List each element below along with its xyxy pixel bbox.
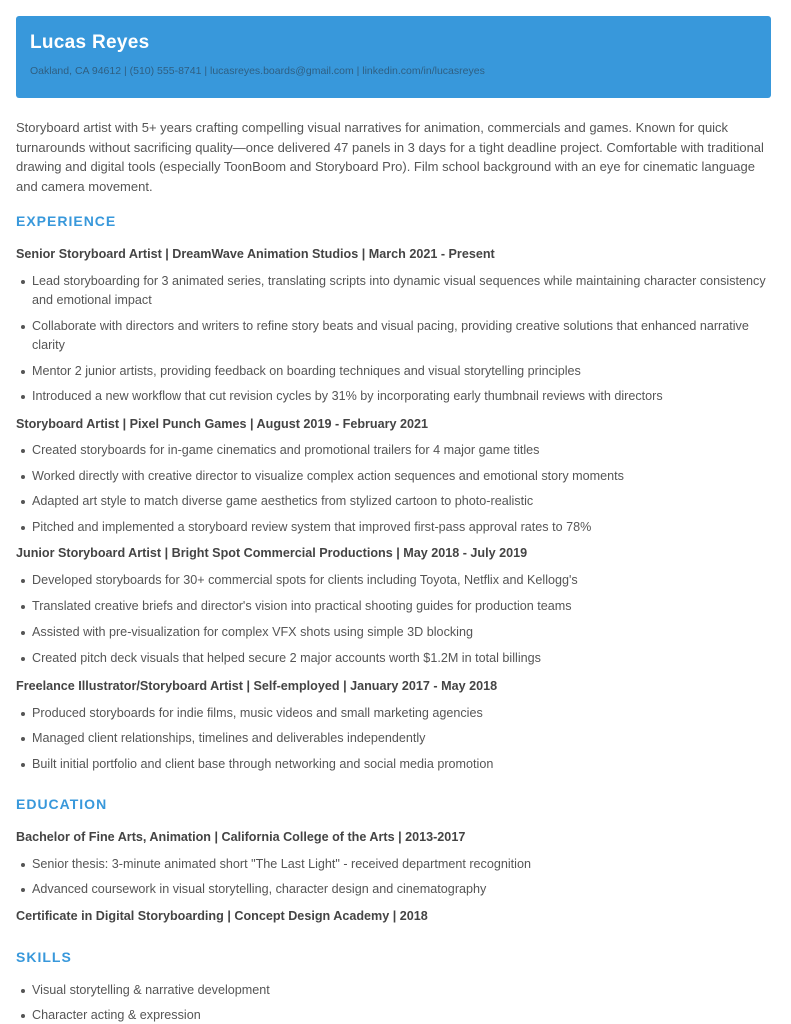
- job-entry: [16, 415, 771, 433]
- section-title-education: EDUCATION: [16, 796, 108, 812]
- job-bullets: [16, 729, 771, 748]
- job-bullets: [16, 362, 771, 381]
- list-item: Introduced a new workflow that cut revision cycles by 31% by incorporating early thumbnail reviews with directors: [16, 387, 771, 406]
- job-bullets: [16, 704, 771, 723]
- certificate-entry: [16, 907, 771, 925]
- job-bullets: [16, 649, 771, 668]
- job-bullets: [16, 441, 771, 460]
- list-item: Senior thesis: 3-minute animated short "The Last Light" - received department recognition: [16, 855, 771, 874]
- job-entry: [16, 245, 771, 263]
- list-item: Built initial portfolio and client base through networking and social media promotion: [16, 755, 771, 774]
- skills-list: [16, 1006, 771, 1024]
- list-item: Produced storyboards for indie films, music videos and small marketing agencies: [16, 704, 771, 723]
- job-bullets: [16, 492, 771, 511]
- list-item: Character acting & expression: [16, 1006, 771, 1024]
- job-heading: Freelance Illustrator/Storyboard Artist | Self-employed | January 2017 - May 2018: [16, 679, 498, 693]
- list-item: Visual storytelling & narrative development: [16, 981, 771, 1000]
- list-item: Mentor 2 junior artists, providing feedback on boarding techniques and visual storytelling principles: [16, 362, 771, 381]
- list-item: Created storyboards for in-game cinematics and promotional trailers for 4 major game titles: [16, 441, 771, 460]
- list-item: Lead storyboarding for 3 animated series, translating scripts into dynamic visual sequences while maintaining character consistency and emotional impact: [16, 272, 771, 310]
- job-bullets: [16, 272, 771, 310]
- job-bullets: [16, 623, 771, 642]
- job-bullets: [16, 755, 771, 774]
- resume-header: [16, 16, 771, 98]
- certificate-heading: Certificate in Digital Storyboarding | Concept Design Academy | 2018: [16, 909, 428, 923]
- professional-summary: Storyboard artist with 5+ years crafting compelling visual narratives for animation, commercials and games. Known for quick turnarounds without sacrificing quality—once delivered 47 panels in 3 days for a tight deadline project. Comfortable with traditional drawing and digital tools (especially ToonBoom and Storyboard Pro). Film school background with an eye for cinematic language and camera movement.: [16, 120, 764, 194]
- section-title-skills: SKILLS: [16, 949, 72, 965]
- job-entry: [16, 677, 771, 695]
- job-bullets: [16, 571, 771, 590]
- degree-bullets: [16, 855, 771, 874]
- job-heading: Senior Storyboard Artist | DreamWave Animation Studios | March 2021 - Present: [16, 247, 495, 261]
- skills-list: [16, 981, 771, 1000]
- list-item: Worked directly with creative director to visualize complex action sequences and emotional story moments: [16, 467, 771, 486]
- job-bullets: [16, 467, 771, 486]
- list-item: Adapted art style to match diverse game aesthetics from stylized cartoon to photo-realistic: [16, 492, 771, 511]
- list-item: Created pitch deck visuals that helped secure 2 major accounts worth $1.2M in total billings: [16, 649, 771, 668]
- degree-bullets: [16, 880, 771, 899]
- degree-heading: Bachelor of Fine Arts, Animation | California College of the Arts | 2013-2017: [16, 830, 466, 844]
- degree-entry: [16, 828, 771, 846]
- candidate-name: Lucas Reyes: [30, 32, 150, 53]
- list-item: Translated creative briefs and director's vision into practical shooting guides for production teams: [16, 597, 771, 616]
- list-item: Managed client relationships, timelines and deliverables independently: [16, 729, 771, 748]
- job-bullets: [16, 518, 771, 537]
- list-item: Assisted with pre-visualization for complex VFX shots using simple 3D blocking: [16, 623, 771, 642]
- job-heading: Storyboard Artist | Pixel Punch Games | August 2019 - February 2021: [16, 417, 429, 431]
- job-bullets: [16, 597, 771, 616]
- list-item: Pitched and implemented a storyboard review system that improved first-pass approval rates to 78%: [16, 518, 771, 537]
- list-item: Developed storyboards for 30+ commercial spots for clients including Toyota, Netflix and Kellogg's: [16, 571, 771, 590]
- list-item: Advanced coursework in visual storytelling, character design and cinematography: [16, 880, 771, 899]
- job-entry: [16, 544, 771, 562]
- section-title-experience: EXPERIENCE: [16, 213, 117, 229]
- job-bullets: [16, 387, 771, 406]
- job-bullets: [16, 317, 771, 355]
- contact-info: Oakland, CA 94612 | (510) 555-8741 | lucasreyes.boards@gmail.com | linkedin.com/in/lucasreyes: [30, 65, 485, 77]
- resume-page: [16, 16, 771, 1022]
- job-heading: Junior Storyboard Artist | Bright Spot Commercial Productions | May 2018 - July 2019: [16, 546, 528, 560]
- list-item: Collaborate with directors and writers to refine story beats and visual pacing, providing creative solutions that enhanced narrative clarity: [16, 317, 771, 355]
